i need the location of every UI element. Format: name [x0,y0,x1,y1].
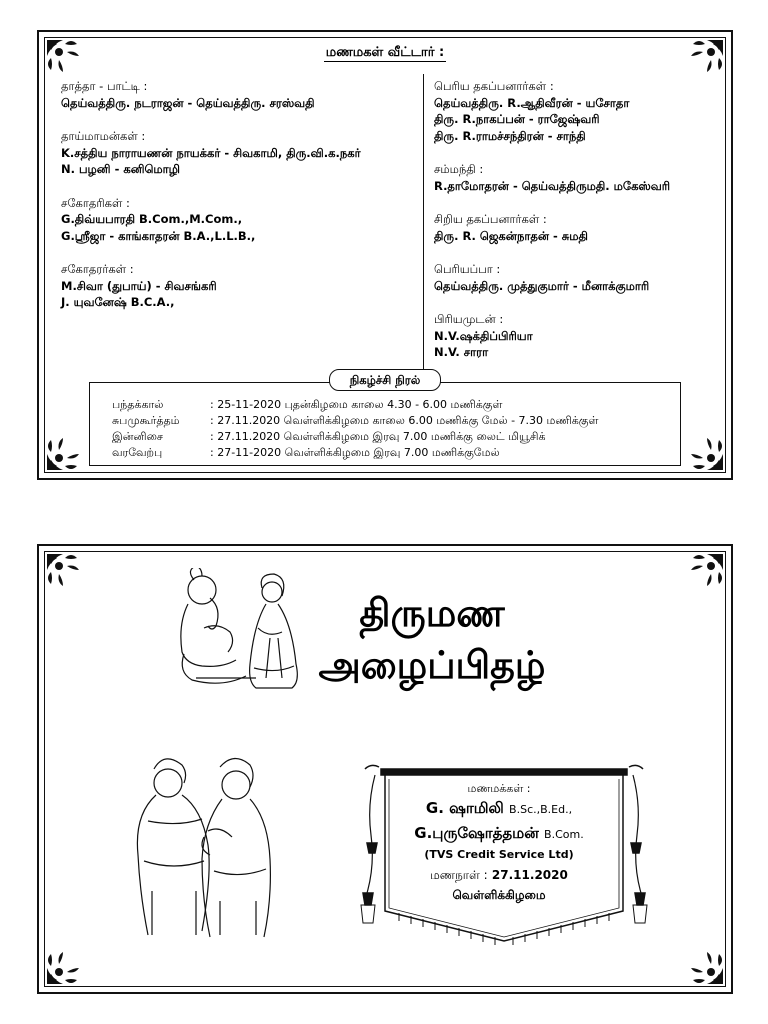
programme-row: சுபமுகூர்த்தம் : 27.11.2020 வெள்ளிக்கிழமை காலை 6.00 மணிக்கு மேல் - 7.30 மணிக்குள் [112,414,599,427]
programme-box [89,382,681,466]
programme-title: நிகழ்ச்சி நிரல் [329,369,441,391]
with-love-group: பிரியமுடன் : N.V.ஷக்திப்பிரியா N.V. சாரா [434,312,533,359]
wedding-day: வெள்ளிக்கிழமை [452,888,546,902]
corner-ornament-icon [41,944,87,990]
wedding-date-line [369,868,629,884]
title-line-wedding: திருமண [359,590,505,635]
left-family-column [61,78,416,328]
sisters-group: சகோதரிகள் : G.திவ்யபாரதி B.Com.,M.Com., G.ஸ்ரீஜா - காங்காதரன் B.A.,L.L.B., [61,195,256,243]
bride-name: G. ஷாமிலி [425,799,504,817]
right-family-column [434,78,719,378]
corner-ornament-icon [41,430,87,476]
brothers-group: சகோதரர்கள் : M.சிவா (துபாய்) - சிவசங்கரி J. யுவனேஷ் B.C.A., [61,262,217,309]
groom-name-line [369,824,629,844]
bride-family-heading: மணமகள் வீட்டார் : [325,45,445,60]
corner-ornament-icon [683,430,729,476]
title-line-invitation: அழைப்பிதழ் [318,642,546,687]
elder-paternal-uncles-group: பெரிய தகப்பனார்கள் : தெய்வத்திரு. R.ஆதிவீரன் - யசோதா திரு. R.நாகப்பன் - ராஜேஷ்வரி திரு. R.ராமச்சந்திரன் - சாந்தி [434,79,630,143]
couple-illustration [124,751,284,941]
ganesha-illustration [174,568,309,693]
groom-name: G.புருஷோத்தமன் [414,824,539,842]
corner-ornament-icon [683,548,729,594]
wedding-date: 27.11.2020 [491,868,568,882]
invitation-card [37,544,733,994]
programme-row: வரவேற்பு : 27-11-2020 வெள்ளிக்கிழமை இரவு 7.00 மணிக்குமேல் [112,446,500,459]
programme-row: பந்தக்கால் : 25-11-2020 புதன்கிழமை காலை 4.30 - 6.00 மணிக்குள் [112,398,503,411]
groom-company: (TVS Credit Service Ltd) [424,848,574,861]
date-label: மணநாள் : [430,868,488,882]
couple-label: மணமக்கள் : [467,782,531,795]
column-divider [423,74,424,370]
elder-father-group: பெரியப்பா : தெய்வத்திரு. முத்துகுமார் - மீனாக்குமாரி [434,262,650,293]
maternal-uncles-group: தாய்மாமன்கள் : K.சத்திய நாராயணன் நாயக்கர் - சிவகாமி, திரு.வி.க.நகர் N. பழனி - கனிமொழி [61,129,361,176]
in-law-group: சம்மந்தி : R.தாமோதரன் - தெய்வத்திருமதி. மகேஸ்வரி [434,162,671,193]
bride-degree: B.Sc.,B.Ed., [509,803,573,816]
younger-paternal-uncles-group: சிறிய தகப்பனார்கள் : திரு. R. ஜெகன்நாதன் - சுமதி [434,212,588,243]
programme-row: இன்னிசை : 27.11.2020 வெள்ளிக்கிழமை இரவு 7.00 மணிக்கு லைட் மியூசிக் [112,430,546,443]
corner-ornament-icon [41,548,87,594]
family-card [37,30,733,480]
grandparents-group: தாத்தா - பாட்டி : தெய்வத்திரு. நடராஜன் - தெய்வத்திரு. சரஸ்வதி [61,79,315,110]
corner-ornament-icon [683,944,729,990]
groom-degree: B.Com. [544,828,584,841]
bride-name-line [369,799,629,819]
